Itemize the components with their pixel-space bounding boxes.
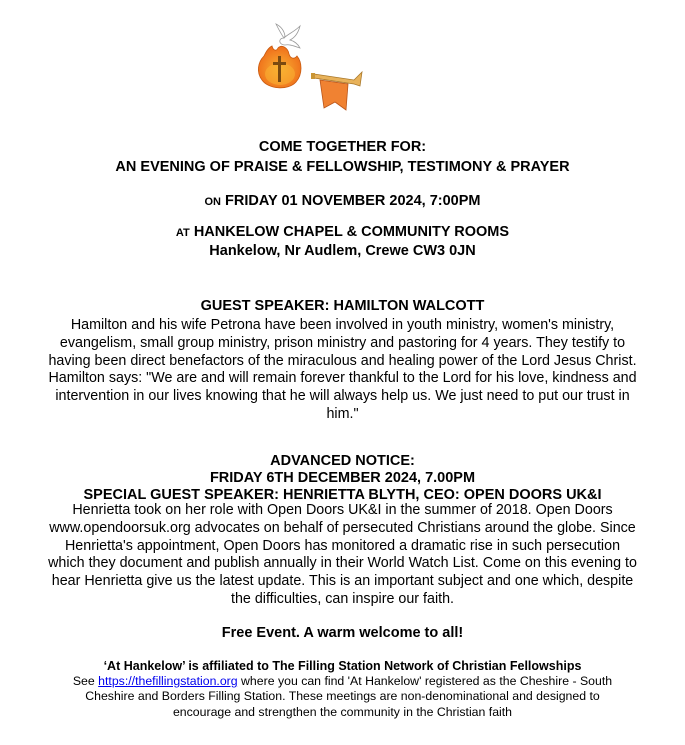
- guest-bio-line: having been direct benefactors of the miraculous and healing power of the Lord Jesus Christ.: [48, 352, 637, 369]
- affiliation-line: ‘At Hankelow’ is affiliated to The Filling Station Network of Christian Fellowships: [103, 659, 582, 673]
- venue-name: HANKELOW CHAPEL & COMMUNITY ROOMS: [193, 224, 510, 240]
- venue-prefix: AT: [175, 227, 190, 239]
- advance-title: ADVANCED NOTICE:: [270, 453, 415, 469]
- guest-bio: [0, 317, 685, 424]
- advance-bio-line: which they document and publish annually in their World Watch List. Come on this evening to: [48, 555, 637, 572]
- footer-line-1-rest: where you can find 'At Hankelow' registered as the Cheshire - South: [241, 674, 613, 688]
- advance-bio-line: www.opendoorsuk.org advocates on behalf of persecuted Christians around the globe. Since: [49, 519, 636, 536]
- banner-shape: [320, 80, 348, 110]
- venue-line: [0, 224, 685, 240]
- advance-speaker: SPECIAL GUEST SPEAKER: HENRIETTA BLYTH, CEO: OPEN DOORS UK&I: [83, 487, 602, 503]
- venue-address: Hankelow, Nr Audlem, Crewe CW3 0JN: [209, 243, 476, 259]
- guest-bio-line: Hamilton and his wife Petrona have been involved in youth ministry, women's ministry,: [70, 317, 615, 333]
- guest-bio-line: evangelism, small group ministry, prison ministry and pastoring for 4 years. They testify to: [59, 334, 626, 351]
- guest-bio-line: intervention in our lives knowing that he will always help us. We just need to put our trust in: [55, 388, 630, 405]
- footer-line-1: [0, 674, 685, 689]
- advance-bio: [0, 502, 685, 609]
- guest-bio-line: him.": [326, 405, 359, 422]
- filling-station-link[interactable]: https://thefillingstation.org: [98, 674, 238, 688]
- see-label: See: [72, 674, 95, 688]
- advance-bio-line: Henrietta took on her role with Open Doors UK&I in the summer of 2018. Open Doors: [72, 502, 613, 518]
- advance-bio-line: hear Henrietta give us the latest update. This is an important subject and one which, despite: [51, 573, 634, 590]
- heading-line2: AN EVENING OF PRAISE & FELLOWSHIP, TESTIMONY & PRAYER: [115, 159, 570, 175]
- footer-line-2: Cheshire and Borders Filling Station. These meetings are non-denominational and designed to: [85, 689, 600, 704]
- flame-dove-trumpet-icon: [254, 14, 370, 114]
- footer-notes: [0, 674, 685, 720]
- advance-bio-line: Henrietta's appointment, Open Doors has monitored a dramatic rise in such persecution: [64, 537, 621, 554]
- event-date: FRIDAY 01 NOVEMBER 2024, 7:00PM: [225, 193, 481, 209]
- free-event-notice: Free Event. A warm welcome to all!: [221, 625, 464, 641]
- date-prefix: ON: [204, 196, 221, 208]
- guest-bio-line: Hamilton says: "We are and will remain forever thankful to the Lord for his love, kindness and: [48, 370, 637, 387]
- footer-line-3: encourage and strengthen the community in the Christian faith: [172, 704, 513, 719]
- event-date-line: [0, 193, 685, 209]
- heading-line1: COME TOGETHER FOR:: [258, 139, 427, 155]
- guest-speaker-title: GUEST SPEAKER: HAMILTON WALCOTT: [200, 298, 485, 314]
- advance-date: FRIDAY 6TH DECEMBER 2024, 7.00PM: [209, 470, 476, 486]
- advance-bio-line: the difficulties, can inspire our faith.: [230, 590, 455, 607]
